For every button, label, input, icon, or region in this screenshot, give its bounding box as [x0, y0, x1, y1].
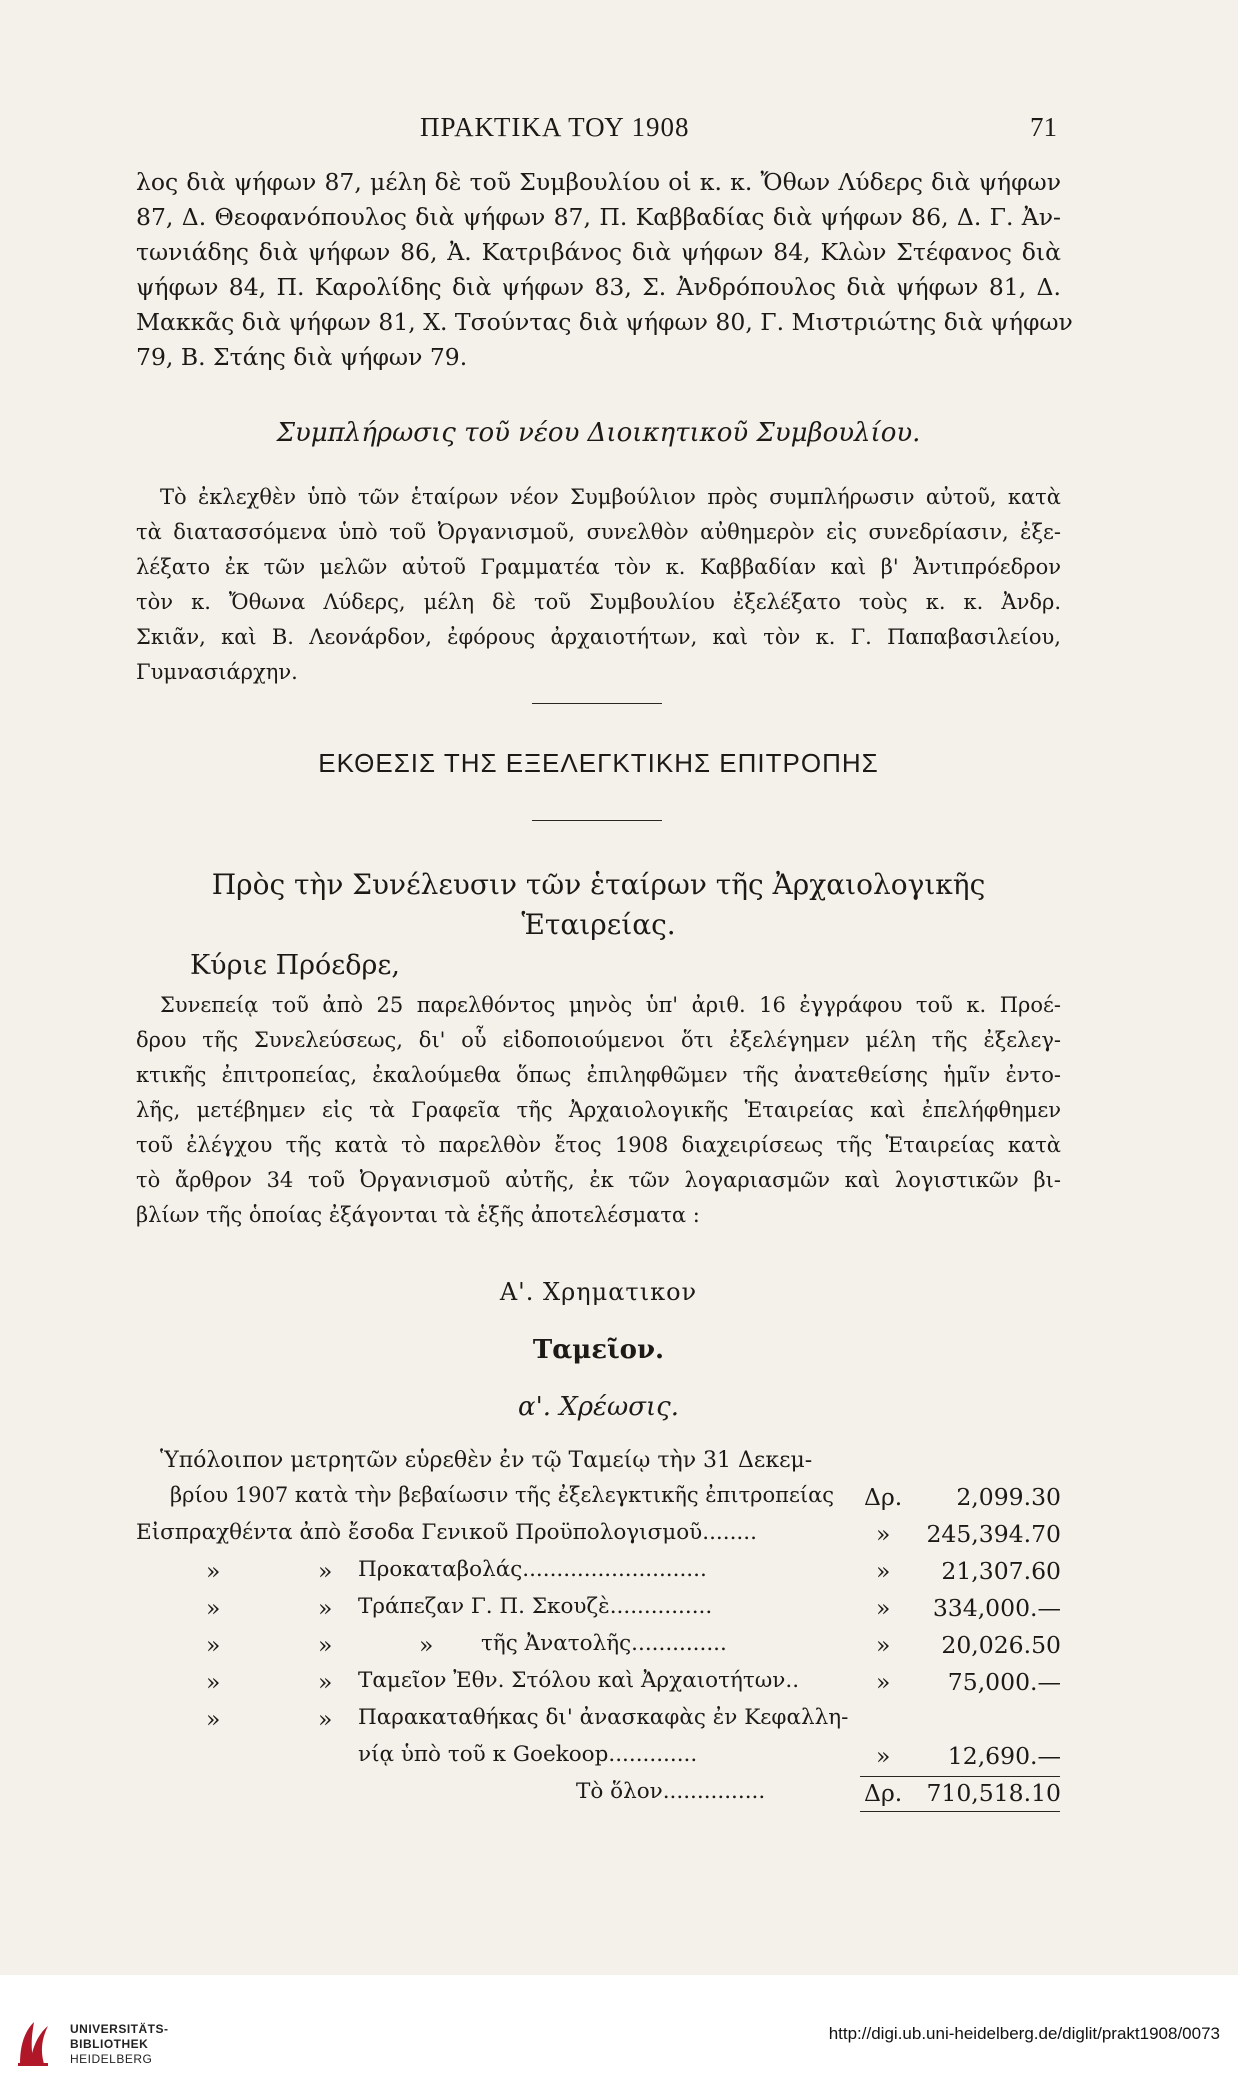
- ledger-total-row: [136, 1779, 1061, 1813]
- ledger-label: Προκαταβολάς...........................: [358, 1557, 707, 1582]
- ledger-row: [136, 1557, 1061, 1591]
- address-line: Πρὸς τὴν Συνέλευσιν τῶν ἑταίρων τῆς Ἀρχαιολογικῆς: [211, 868, 986, 901]
- running-header: ΠΡΑΚΤΙΚΑ ΤΟΥ 1908: [420, 112, 690, 142]
- paragraph-line: Γυμνασιάρχην.: [136, 660, 298, 684]
- ledger-amount: 21,307.60: [941, 1557, 1061, 1585]
- report-line: λῆς, μετέβημεν εἰς τὰ Γραφεῖα τῆς Ἀρχαιολογικῆς Ἑταιρείας καὶ ἐπελήφθημεν: [136, 1098, 1061, 1122]
- ditto-mark: »: [318, 1557, 333, 1585]
- paragraph-line: τὸν κ. Ὄθωνα Λύδερς, μέλη δὲ τοῦ Συμβουλίου ἐξελέξατο τοὺς κ. κ. Ἀνδρ.: [136, 590, 1061, 614]
- ledger-label: βρίου 1907 κατὰ τὴν βεβαίωσιν τῆς ἐξελεγκτικῆς ἐπιτροπείας: [170, 1483, 835, 1507]
- ditto-mark: »: [206, 1668, 221, 1696]
- ledger-label: Ταμεῖον Ἐθν. Στόλου καὶ Ἀρχαιοτήτων..: [358, 1668, 800, 1693]
- ditto-mark: »: [876, 1631, 891, 1659]
- report-line: τοῦ ἐλέγχου τῆς κατὰ τὸ παρελθὸν ἔτος 1908 διαχειρίσεως τῆς Ἑταιρείας κατὰ: [136, 1133, 1061, 1157]
- paragraph-line: Σκιᾶν, καὶ Β. Λεονάρδον, ἐφόρους ἀρχαιοτήτων, καὶ τὸν κ. Γ. Παπαβασιλείου,: [136, 625, 1061, 649]
- report-line: τὸ ἄρθρον 34 τοῦ Ὀργανισμοῦ αὐτῆς, ἐκ τῶν λογαριασμῶν καὶ λογιστικῶν βι-: [136, 1168, 1061, 1192]
- ditto-mark: »: [206, 1594, 221, 1622]
- report-line: δρου τῆς Συνελεύσεως, δι' οὗ εἰδοποιούμενοι ὅτι ἐξελέγημεν μέλη τῆς ἐξελεγ-: [136, 1028, 1061, 1052]
- intro-line: ψήφων 84, Π. Καρολίδης διὰ ψήφων 83, Σ. Ἀνδρόπουλος διὰ ψήφων 81, Δ.: [136, 273, 1061, 301]
- ledger-label: τῆς Ἀνατολῆς..............: [481, 1631, 727, 1656]
- intro-line: τωνιάδης διὰ ψήφων 86, Ἀ. Κατριβάνος διὰ ψήφων 84, Κλὼν Στέφανος διὰ: [136, 238, 1061, 266]
- ledger-amount: 334,000.—: [932, 1594, 1061, 1622]
- logo-line: BIBLIOTHEK: [70, 2037, 149, 2051]
- divider: [532, 820, 662, 821]
- paragraph-line: τὰ διατασσόμενα ὑπὸ τοῦ Ὀργανισμοῦ, συνελθὸν αὐθημερὸν εἰς συνεδρίασιν, ἐξε-: [136, 520, 1061, 544]
- ditto-mark: »: [318, 1594, 333, 1622]
- currency-label: Δρ.: [864, 1483, 903, 1511]
- ditto-mark: »: [876, 1594, 891, 1622]
- logo-line: UNIVERSITÄTS-: [70, 2022, 169, 2036]
- ditto-mark: »: [318, 1631, 333, 1659]
- ledger-row: [136, 1668, 1061, 1702]
- page-number: 71: [1030, 112, 1057, 142]
- paragraph-line: Τὸ ἐκλεχθὲν ὑπὸ τῶν ἑταίρων νέον Συμβούλιον πρὸς συμπλήρωσιν αὐτοῦ, κατὰ: [160, 485, 1061, 509]
- ledger-label: Εἰσπραχθέντα ἀπὸ ἔσοδα Γενικοῦ Προϋπολογισμοῦ........: [136, 1520, 757, 1545]
- ledger-amount: 20,026.50: [941, 1631, 1061, 1659]
- ditto-mark: »: [876, 1742, 891, 1770]
- ledger-label: Παρακαταθήκας δι' ἀνασκαφὰς ἐν Κεφαλλη-: [358, 1705, 849, 1730]
- ditto-mark: »: [876, 1520, 891, 1548]
- library-logo-icon: [14, 2016, 54, 2068]
- ledger-amount: 245,394.70: [926, 1520, 1061, 1548]
- ledger-opening-line: Ὑπόλοιπον μετρητῶν εὑρεθὲν ἐν τῷ Ταμείῳ τὴν 31 Δεκεμ-: [160, 1448, 813, 1473]
- ledger-amount: 2,099.30: [956, 1483, 1061, 1511]
- ledger-row: [136, 1705, 1061, 1739]
- paragraph-line: λέξατο ἐκ τῶν μελῶν αὐτοῦ Γραμματέα τὸν κ. Καββαδίαν καὶ β' Ἀντιπρόεδρον: [136, 555, 1061, 579]
- ditto-mark: »: [206, 1705, 221, 1733]
- sum-rule: [860, 1776, 1060, 1777]
- section-heading: Συμπλήρωσις τοῦ νέου Διοικητικοῦ Συμβουλίου.: [276, 418, 921, 448]
- intro-line: 87, Δ. Θεοφανόπουλος διὰ ψήφων 87, Π. Καββαδίας διὰ ψήφων 86, Δ. Γ. Ἀν-: [136, 203, 1061, 231]
- ledger-row: [136, 1594, 1061, 1628]
- treasury-heading: Ταμεῖον.: [532, 1335, 665, 1365]
- total-amount: 710,518.10: [926, 1779, 1061, 1807]
- intro-line: Μακκᾶς διὰ ψήφων 81, Χ. Τσούντας διὰ ψήφων 80, Γ. Μιστριώτης διὰ ψήφων: [136, 308, 1073, 336]
- ditto-mark: »: [206, 1631, 221, 1659]
- ledger-amount: 12,690.—: [947, 1742, 1061, 1770]
- ditto-mark: »: [876, 1668, 891, 1696]
- ledger-label: Τράπεζαν Γ. Π. Σκουζὲ...............: [358, 1594, 713, 1619]
- part-heading: Α'. Χρηματικον: [499, 1278, 698, 1306]
- ledger-row: [136, 1742, 1061, 1776]
- ditto-mark: »: [419, 1631, 434, 1659]
- ledger-label: νίᾳ ὑπὸ τοῦ κ Goekoop.............: [358, 1742, 698, 1767]
- total-underline: [860, 1811, 1060, 1812]
- intro-line: 79, Β. Στάης διὰ ψήφων 79.: [136, 343, 468, 371]
- report-title: ΕΚΘΕΣΙΣ ΤΗΣ ΕΞΕΛΕΓΚΤΙΚΗΣ ΕΠΙΤΡΟΠΗΣ: [318, 748, 879, 778]
- source-url-link[interactable]: http://digi.ub.uni-heidelberg.de/diglit/prakt1908/0073: [828, 2024, 1220, 2043]
- report-line: βλίων τῆς ὁποίας ἐξάγονται τὰ ἑξῆς ἀποτελέσματα :: [136, 1203, 700, 1227]
- ledger-row: [136, 1520, 1061, 1554]
- report-line: Συνεπείᾳ τοῦ ἀπὸ 25 παρελθόντος μηνὸς ὑπ' ἀριθ. 16 ἐγγράφου τοῦ κ. Προέ-: [160, 993, 1061, 1017]
- salutation: Κύριε Πρόεδρε,: [190, 950, 400, 981]
- ledger-row: [136, 1483, 1061, 1517]
- ditto-mark: »: [318, 1705, 333, 1733]
- intro-line: λος διὰ ψήφων 87, μέλη δὲ τοῦ Συμβουλίου οἱ κ. κ. Ὄθων Λύδερς διὰ ψήφων: [136, 168, 1061, 196]
- ditto-mark: »: [206, 1557, 221, 1585]
- ledger-amount: 75,000.—: [947, 1668, 1061, 1696]
- divider: [532, 703, 662, 704]
- report-line: κτικῆς ἐπιτροπείας, ἐκαλούμεθα ὅπως ἐπιληφθῶμεν τῆς ἀνατεθείσης ἡμῖν ἐντο-: [136, 1063, 1061, 1087]
- debit-heading: α'. Χρέωσις.: [518, 1392, 679, 1422]
- address-line: Ἑταιρείας.: [521, 908, 676, 941]
- ditto-mark: »: [876, 1557, 891, 1585]
- total-label: Τὸ ὅλον...............: [576, 1779, 766, 1804]
- ledger-row: [136, 1631, 1061, 1665]
- currency-label: Δρ.: [864, 1779, 903, 1807]
- logo-line: HEIDELBERG: [70, 2052, 153, 2066]
- ditto-mark: »: [318, 1668, 333, 1696]
